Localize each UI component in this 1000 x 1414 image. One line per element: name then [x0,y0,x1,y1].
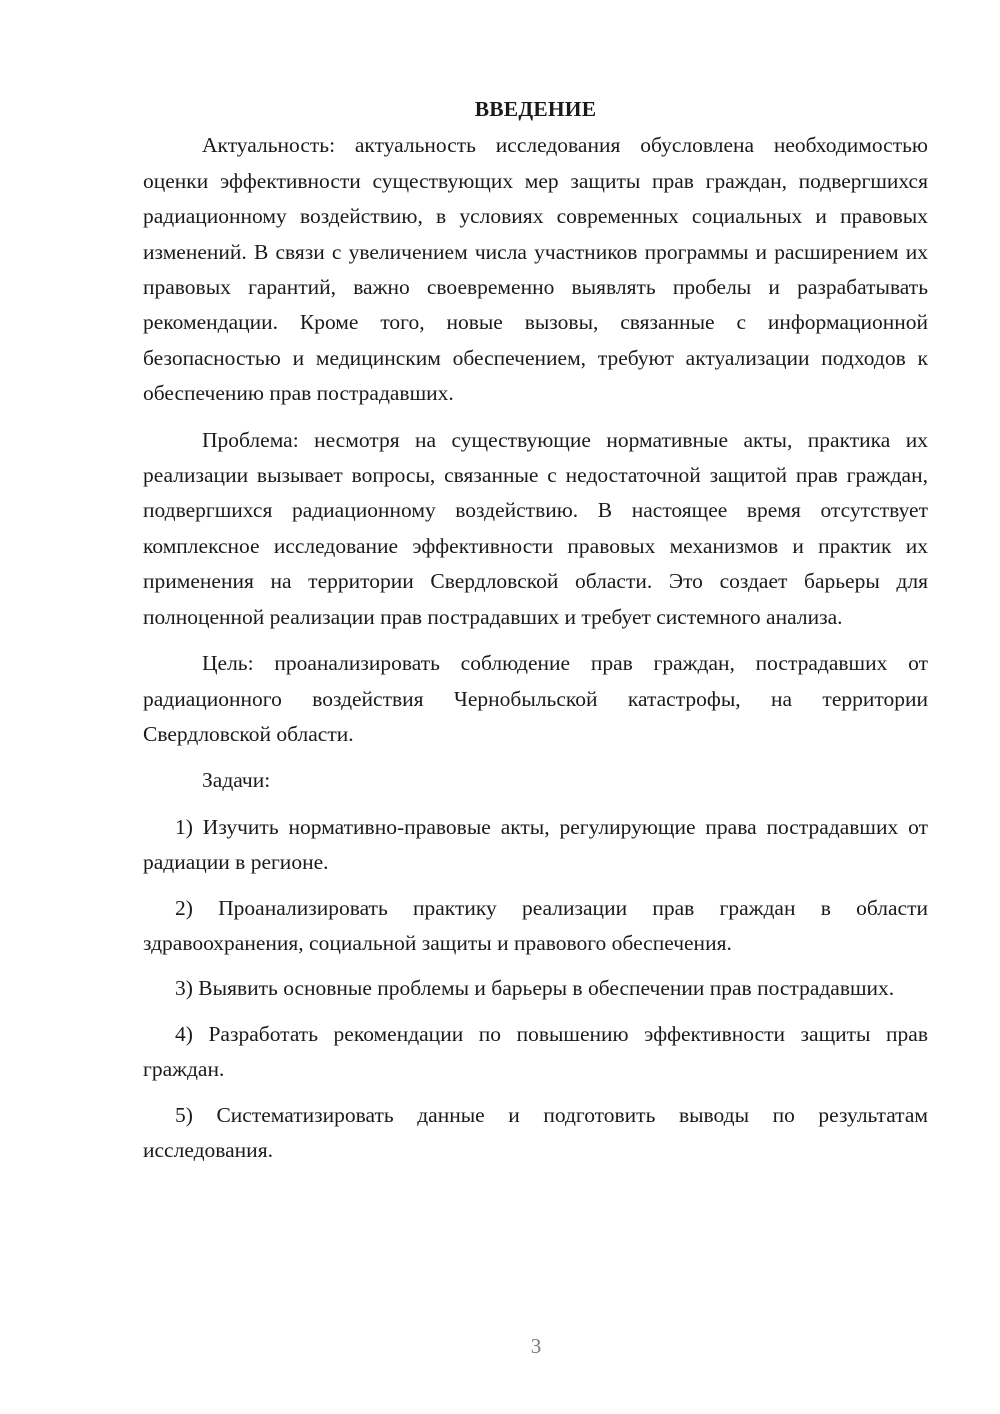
task-item-3: 3) Выявить основные проблемы и барьеры в обеспечении прав пострадавших. [175,976,895,1001]
page-number: 3 [530,1334,542,1358]
tasks-heading: Задачи: [202,768,271,793]
paragraph-relevance: Актуальность: актуальность исследования обусловлена необходимостью оценки эффективности существующих мер защиты прав граждан, подвергшихся радиационному воздействию, в условиях современных социальных и правовых изменений. В связи с увеличением числа участников программы и расширением их правовых гарантий, важно своевременно выявлять пробелы и разрабатывать рекомендации. Кроме того, новые вызовы, связанные с информационной безопасностью и медицинским обеспечением, требуют актуализации подходов к обеспечению прав пострадавших. [143,133,928,406]
task-item-2: 2) Проанализировать практику реализации прав граждан в области здравоохранения, социальной защиты и правового обеспечения. [143,895,928,955]
task-item-5: 5) Систематизировать данные и подготовить выводы по результатам исследования. [143,1102,928,1162]
task-item-4: 4) Разработать рекомендации по повышению эффективности защиты прав граждан. [143,1021,928,1082]
task-item-1: 1) Изучить нормативно-правовые акты, регулирующие права пострадавших от радиации в регионе. [143,814,928,875]
paragraph-goal: Цель: проанализировать соблюдение прав граждан, пострадавших от радиационного воздействия Чернобыльской катастрофы, на территории Свердловской области. [143,651,928,746]
page-content [143,92,928,1168]
section-title: ВВЕДЕНИЕ [474,97,597,121]
tasks-list [143,810,928,1169]
paragraph-problem: Проблема: несмотря на существующие нормативные акты, практика их реализации вызывает вопросы, связанные с недостаточной защитой прав граждан, подвергшихся радиационному воздействию. В настоящее время отсутствует комплексное исследование эффективности правовых механизмов и практик их применения на территории Свердловской области. Это создает барьеры для полноценной реализации прав пострадавших и требует системного анализа. [143,427,928,629]
